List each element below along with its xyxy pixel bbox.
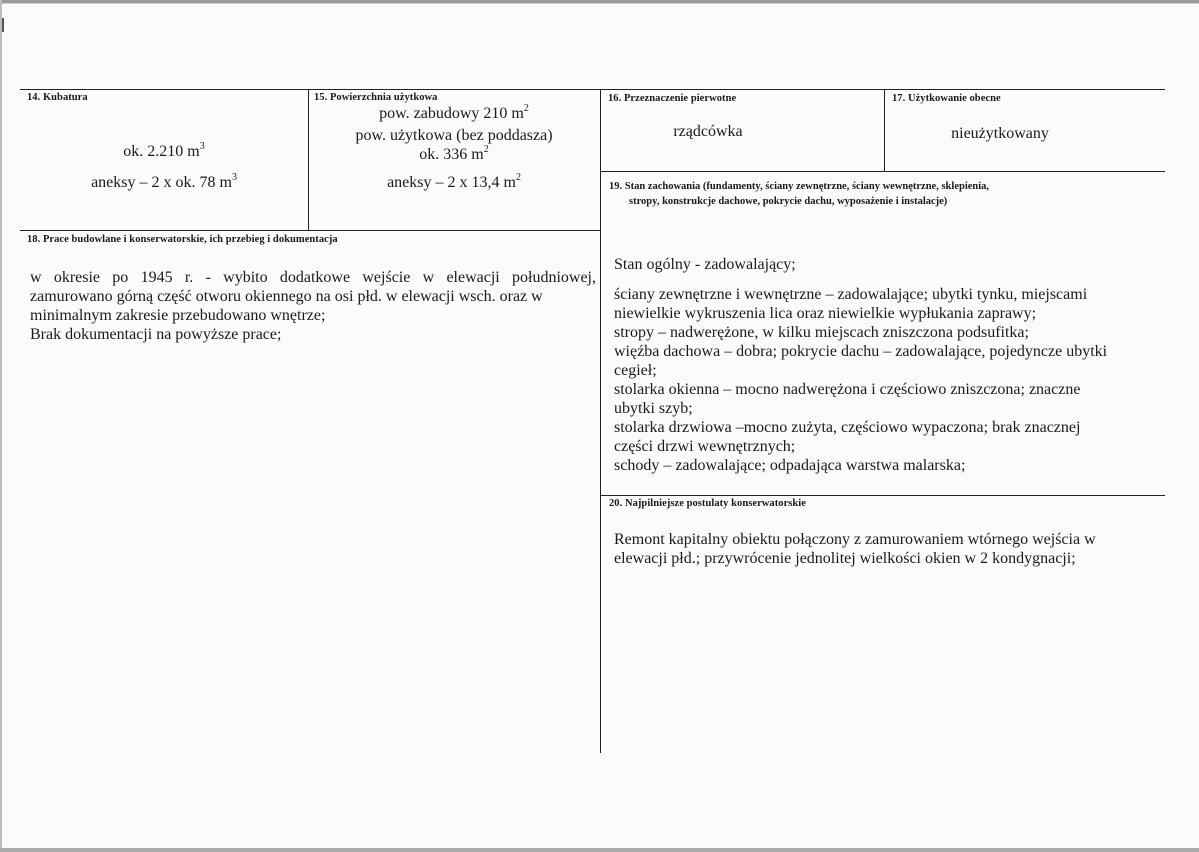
field-19-text <box>614 255 1159 475</box>
field-19-line: cegieł; <box>614 362 657 379</box>
field-19-line: ubytki szyb; <box>614 400 693 417</box>
field-18-line: zamurowano górną część otworu okiennego na osi płd. w elewacji wsch. oraz w <box>30 288 543 305</box>
field-19-line: części drzwi wewnętrznych; <box>614 438 796 455</box>
field-18-line: w okresie po 1945 r. - wybito dodatkowe wejście w elewacji południowej, <box>30 269 596 286</box>
field-15-usable-label: pow. użytkowa (bez poddasza) <box>355 127 553 144</box>
field-14-volume: ok. 2.210 $m^3$ <box>123 141 205 160</box>
row-divider-16-19 <box>600 171 1165 172</box>
field-19-general: Stan ogólny - zadowalający; <box>614 256 796 273</box>
col-divider-center <box>600 89 601 753</box>
field-20-line: Remont kapitalny obiektu połączony z zamurowaniem wtórnego wejścia w <box>614 531 1096 548</box>
field-14-title: 14. Kubatura <box>27 92 88 103</box>
field-19-line: stolarka okienna – mocno nadwerężona i częściowo zniszczona; znaczne <box>614 381 1081 398</box>
field-16-value: rządcówka <box>673 123 743 140</box>
field-19-line: stolarka drzwiowa –mocno zużyta, częściowo wypaczona; brak znacznej <box>614 419 1081 436</box>
field-14-annexes: aneksy – 2 x ok. 78 $m^3$ <box>91 172 237 191</box>
row-divider-14-18 <box>20 230 600 231</box>
field-16-title: 16. Przeznaczenie pierwotne <box>608 93 737 104</box>
scan-edge-bottom <box>0 848 1199 852</box>
field-18-title: 18. Prace budowlane i konserwatorskie, ich przebieg i dokumentacja <box>27 234 338 245</box>
field-19-line: stropy – nadwerężone, w kilku miejscach zniszczona podsufitka; <box>614 324 1029 341</box>
field-19-line: ściany zewnętrzne i wewnętrzne – zadowalające; ubytki tynku, miejscami <box>614 286 1088 303</box>
field-18-text <box>30 268 596 344</box>
scan-edge-left <box>0 0 2 852</box>
field-19-line: więźba dachowa – dobra; pokrycie dachu – zadowalające, pojedyncze ubytki <box>614 343 1108 360</box>
scan-mark <box>2 18 4 32</box>
field-19-line: niewielkie wykruszenia lica oraz niewielkie wypłukania zaprawy; <box>614 305 1037 322</box>
field-18-line: Brak dokumentacji na powyższe prace; <box>30 326 282 343</box>
field-15-usable-area: ok. 336 $m^2$ <box>419 144 489 163</box>
field-17-value: nieużytkowany <box>951 125 1049 142</box>
field-18-line: minimalnym zakresie przebudowano wnętrze; <box>30 307 326 324</box>
field-20-line: elewacji płd.; przywrócenie jednolitej wielkości okien w 2 kondygnacji; <box>614 550 1076 567</box>
field-15-annexes: aneksy – 2 x 13,4 $m^2$ <box>387 172 521 191</box>
field-15-title: 15. Powierzchnia użytkowa <box>314 92 438 103</box>
field-19-line: schody – zadowalające; odpadająca warstwa malarska; <box>614 457 966 474</box>
field-20-text <box>614 530 1159 568</box>
row-divider-19-20 <box>600 495 1165 496</box>
field-20-title: 20. Najpilniejsze postulaty konserwatorskie <box>609 498 806 509</box>
field-19-title: 19. Stan zachowania (fundamenty, ściany zewnętrzne, ściany wewnętrzne, sklepienia, stropy, konstrukcje dachowe, pokrycie dachu, wyposażenie i instalacje) <box>609 181 990 207</box>
scan-edge-top-shadow <box>0 3 1199 4</box>
field-17-title: 17. Użytkowanie obecne <box>892 93 1001 104</box>
field-15-built-area: pow. zabudowy 210 $m^2$ <box>379 103 529 122</box>
table-top-border <box>20 89 1165 90</box>
